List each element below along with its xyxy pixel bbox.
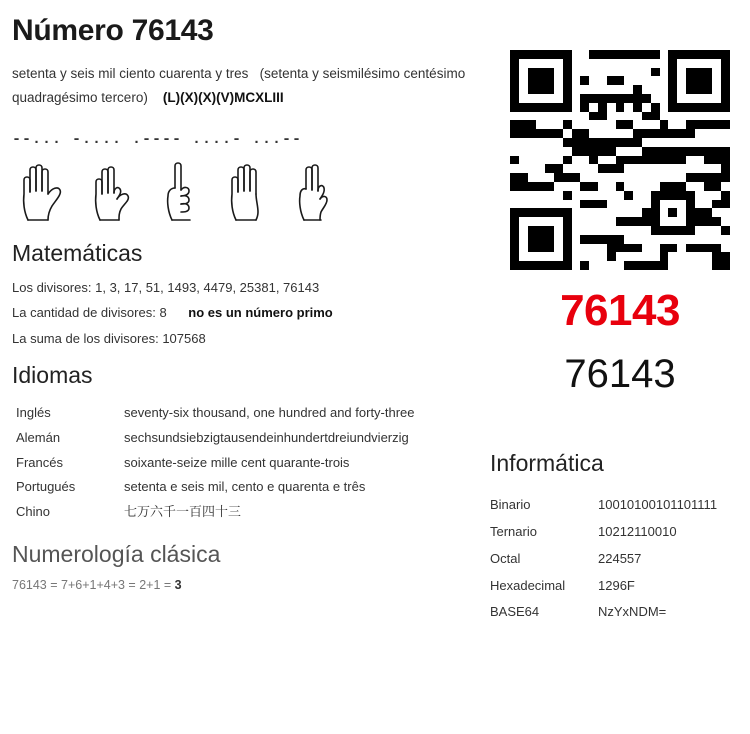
- language-value: setenta e seis mil, cento e quarenta e três: [124, 479, 366, 495]
- divisor-count-value: 8: [159, 305, 167, 321]
- info-key: Binario: [490, 497, 531, 512]
- table-row: [12, 475, 482, 500]
- info-key: Ternario: [490, 523, 537, 539]
- table-row: [490, 492, 740, 519]
- divisor-count-label: La cantidad de divisores:: [12, 305, 156, 321]
- number-description: [12, 62, 482, 109]
- number-display-red: 76143: [560, 286, 680, 335]
- language-name: Inglés: [16, 404, 51, 420]
- table-row: [12, 401, 482, 426]
- language-value: soixante-seize mille cent quarante-trois: [124, 454, 350, 470]
- numerology-heading: Numerología clásica: [12, 541, 221, 568]
- numerology-formula: [12, 578, 490, 592]
- table-row: [490, 599, 740, 626]
- info-value: 10212110010: [598, 523, 677, 539]
- divisors-line: [12, 279, 490, 297]
- info-value: 1296F: [598, 577, 635, 593]
- info-key: BASE64: [490, 604, 540, 620]
- divisor-sum-value: 107568: [162, 330, 206, 346]
- hand-sign-digits: [12, 156, 490, 226]
- mathematics-heading: Matemáticas: [12, 240, 143, 267]
- table-row: [490, 546, 740, 573]
- morse-code: --... -.... .---- ....- ...--: [12, 131, 303, 149]
- table-row: [12, 500, 482, 525]
- left-column: [12, 0, 490, 592]
- divisors-label: Los divisores:: [12, 280, 92, 296]
- number-ordinal: (setenta y seismilésimo centésimo quadragésimo tercero): [12, 66, 466, 105]
- informatics-table: [490, 492, 740, 626]
- language-name: Alemán: [16, 429, 61, 445]
- language-name: Chino: [16, 504, 50, 520]
- languages-heading: Idiomas: [12, 361, 93, 388]
- language-value: sechsundsiebzigtausendeinhundertdreiundvierzig: [124, 429, 409, 445]
- language-name: Francés: [16, 454, 63, 470]
- table-row: [490, 573, 740, 600]
- page-title: Número 76143: [12, 14, 214, 47]
- table-row: [12, 451, 482, 476]
- info-value: NzYxNDM=: [598, 604, 667, 620]
- divisor-sum-label: La suma de los divisores:: [12, 330, 159, 346]
- prime-status: no es un número primo: [188, 305, 333, 321]
- divisor-count-line: [12, 304, 490, 322]
- roman-numeral: (L)(X)(X)(V)MCXLIII: [162, 89, 284, 105]
- qr-code-grid: [510, 50, 730, 270]
- numerology-formula-text: 76143 = 7+6+1+4+3 = 2+1 =: [12, 578, 175, 593]
- number-in-words: setenta y seis mil ciento cuarenta y tres: [12, 66, 249, 81]
- languages-table: [12, 401, 482, 525]
- qr-code: [510, 50, 730, 270]
- info-key: Octal: [490, 550, 521, 566]
- table-row: [12, 426, 482, 451]
- info-value: 224557: [598, 550, 642, 566]
- divisor-sum-line: [12, 330, 490, 348]
- divisors-value: 1, 3, 17, 51, 1493, 4479, 25381, 76143: [95, 280, 320, 296]
- info-value: 10010100101101111: [598, 497, 718, 512]
- language-value: 七万六千一百四十三: [124, 504, 242, 520]
- info-key: Hexadecimal: [490, 577, 566, 593]
- number-display-black: 76143: [564, 352, 676, 396]
- language-name: Portugués: [16, 479, 76, 495]
- table-row: [490, 519, 740, 546]
- numerology-result: 3: [174, 578, 182, 593]
- informatics-heading: Informática: [490, 450, 604, 476]
- language-value: seventy-six thousand, one hundred and forty-three: [124, 404, 415, 420]
